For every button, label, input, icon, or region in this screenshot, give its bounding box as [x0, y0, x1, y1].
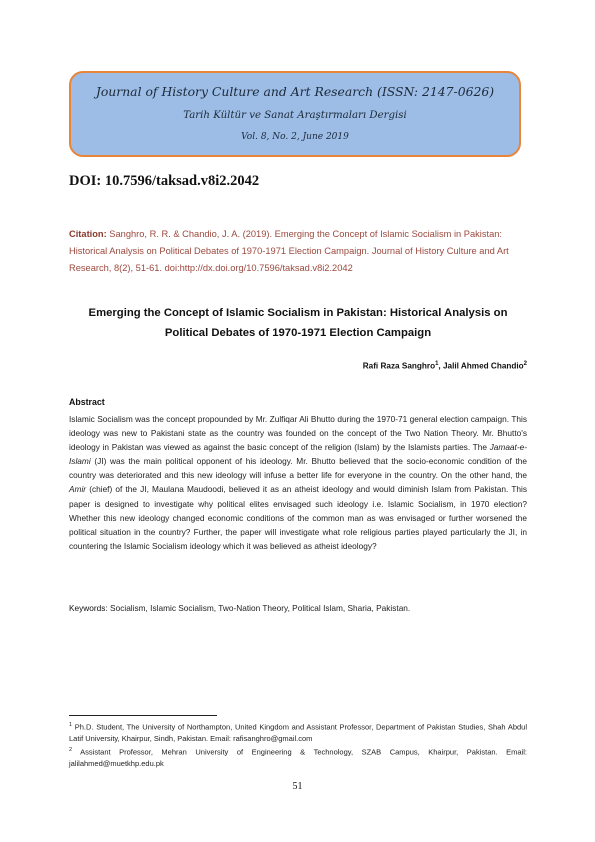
footnote-1 — [69, 720, 527, 745]
abstract-part-2: (JI) was the main political opponent of his ideology. Mr. Bhutto believed that the socio-economic condition of the country was deteriorated and this new ideology will infuse a better life for everyone in the country. On the other hand, the — [69, 456, 527, 481]
author-separator: , — [438, 361, 443, 371]
citation — [69, 226, 527, 277]
keywords-label: Keywords — [69, 603, 106, 613]
doi: DOI: 10.7596/taksad.v8i2.2042 — [69, 173, 260, 189]
journal-volume: Vol. 8, No. 2, June 2019 — [241, 132, 349, 142]
journal-subtitle: Tarih Kültür ve Sanat Araştırmaları Dergisi — [183, 110, 407, 121]
keywords — [69, 603, 527, 613]
footnote-2 — [69, 745, 527, 770]
journal-header-box — [69, 71, 521, 157]
abstract-part-1: Islamic Socialism was the concept propounded by Mr. Zulfiqar Ali Bhutto during the 1970-71 general election campaign. This ideology was new to Pakistani state as the country was founded on the concept of the Two Nation Theory. Mr. Bhutto's ideology in Pakistan was viewed as against the basic concept of the religion (Islam) by the Islamists parties. The — [69, 414, 527, 453]
abstract-italic-1: Jamaat-e-Islami — [69, 442, 527, 467]
author-1-mark: 1 — [435, 361, 439, 367]
abstract-heading: Abstract — [69, 397, 105, 407]
authors — [363, 361, 527, 371]
author-1: Rafi Raza Sanghro — [362, 361, 436, 371]
footnote-1-text: Ph.D. Student, The University of Northampton, United Kingdom and Assistant Professor, Department of Pakistan Studies, Shah Abdul Latif University, Khairpur, Sindh, Pakistan. Email: rafisanghro@gmail.com — [69, 722, 527, 744]
footnote-1-mark: 1 — [69, 722, 73, 728]
abstract-part-3: (chief) of the JI, Maulana Maudoodi, believed it as an atheist ideology and would diminish Islam from Pakistan. This paper is designed to investigate why political elites envisaged such ideology i.e. Islamic Socialism, in 1970 election? Whether this new ideology changed economic conditions of the common man as was envisaged or further worsened the political situation in the country? Further, the paper will investigate what role religious parties played particularly the JI, in countering the Islamic Socialism ideology which it was believed as atheist ideology? — [69, 484, 527, 551]
citation-text: Sanghro, R. R. & Chandio, J. A. (2019). Emerging the Concept of Islamic Socialism in Pakistan: Historical Analysis on Political Debates of 1970-1971 Election Campaign. Journal of History Culture and Art Research, 8(2), 51-61. doi:http://dx.doi.org/10.7596/taksad.v8i2.2042 — [69, 229, 509, 273]
author-2-mark: 2 — [523, 361, 527, 367]
paper-title: Emerging the Concept of Islamic Socialism in Pakistan: Historical Analysis on Political Debates of 1970-1971 Election Campaign — [88, 307, 508, 339]
abstract-italic-2: Amir — [69, 484, 87, 495]
page-number: 51 — [292, 781, 303, 792]
footnote-2-text: Assistant Professor, Mehran University of Engineering & Technology, SZAB Campus, Khairpur, Pakistan. Email: jalilahmed@muetkhp.edu.pk — [69, 747, 527, 768]
author-2: Jalil Ahmed Chandio — [442, 361, 524, 371]
footnote-2-mark: 2 — [69, 746, 73, 753]
footnotes — [69, 720, 527, 769]
abstract-body — [69, 412, 527, 553]
journal-title: Journal of History Culture and Art Research (ISSN: 2147-0626) — [95, 84, 495, 99]
footnote-divider — [69, 715, 217, 716]
keywords-text: : Socialism, Islamic Socialism, Two-Nation Theory, Political Islam, Sharia, Pakistan. — [105, 603, 411, 613]
citation-label: Citation: — [69, 229, 107, 239]
